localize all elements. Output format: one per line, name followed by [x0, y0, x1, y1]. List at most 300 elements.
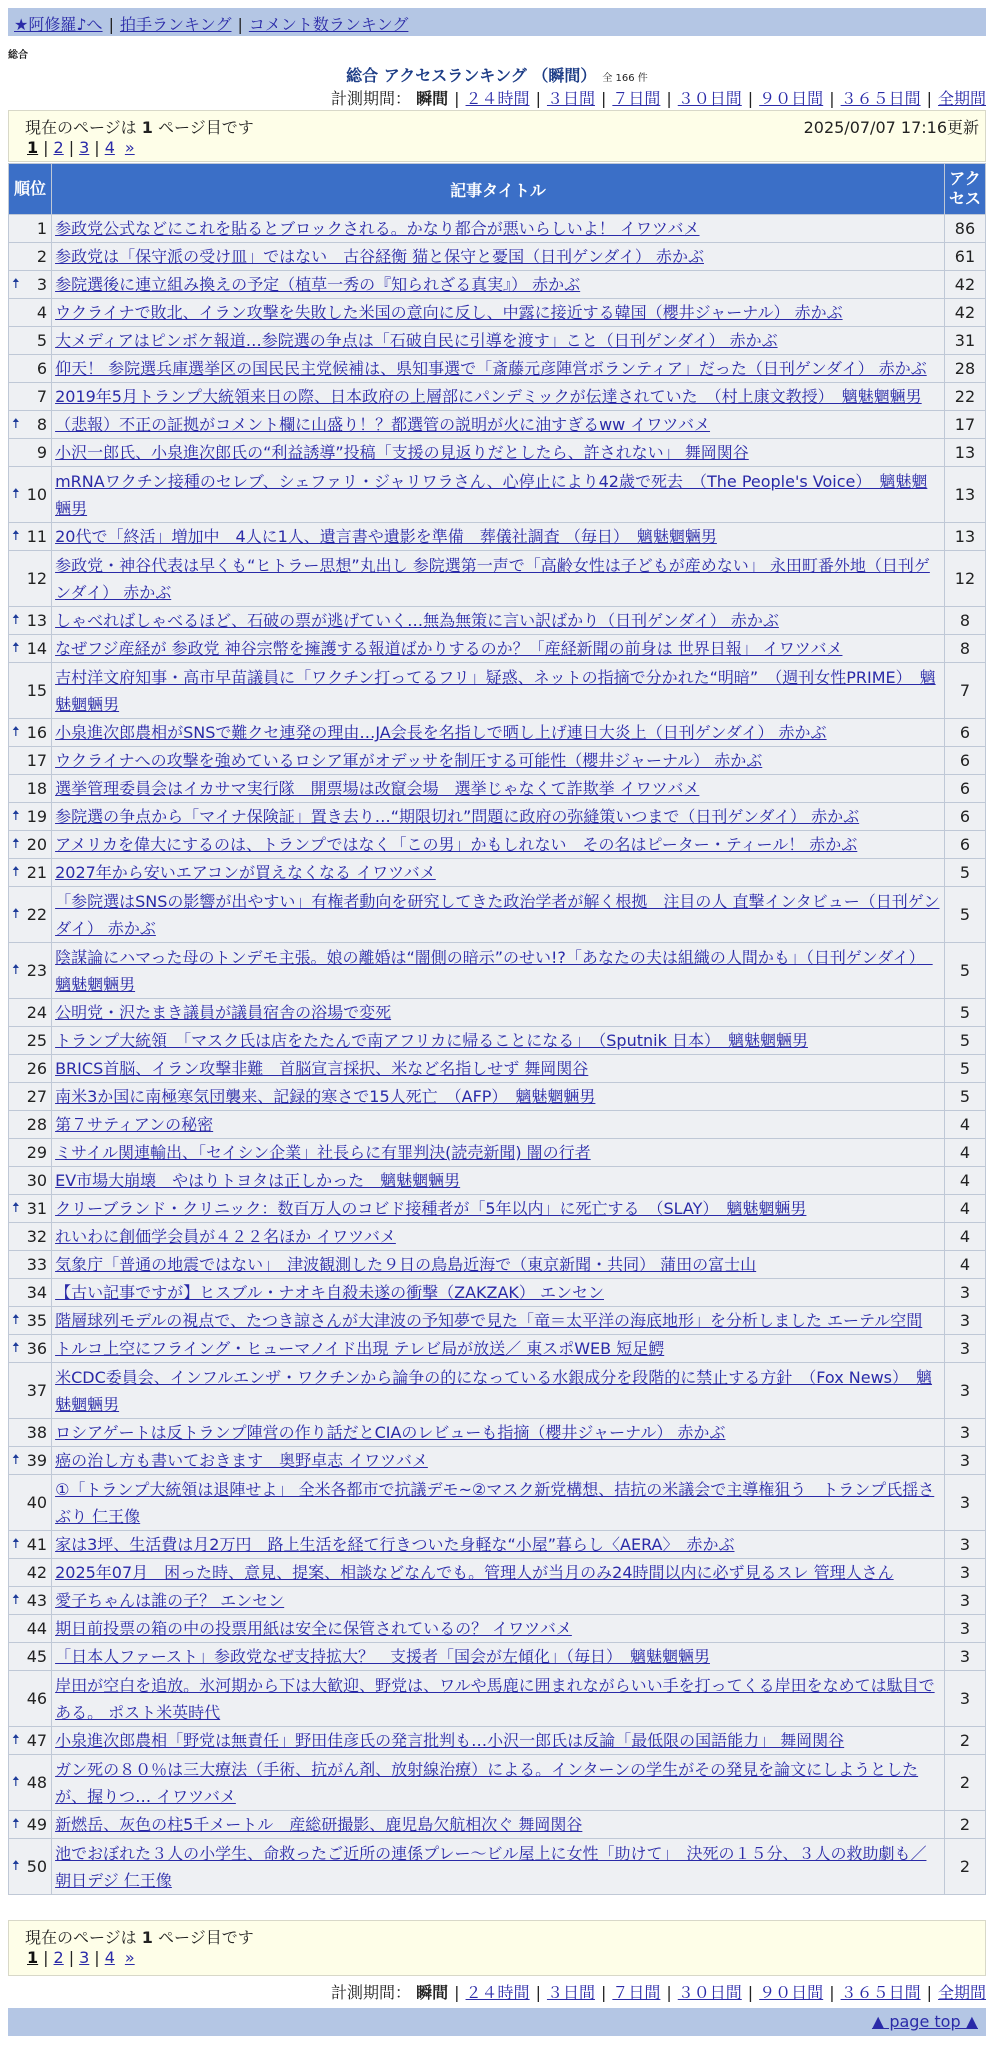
article-title-link[interactable]: 参政党は「保守派の受け皿」ではない 古谷経衡 猫と保守と憂国（日刊ゲンダイ） 赤かぶ: [55, 247, 704, 266]
access-count: 22: [945, 383, 985, 410]
article-title-link[interactable]: ①「トランプ大統領は退陣せよ」 全米各都市で抗議デモ~②マスク新党構想、拮抗の米議会で主導権狙う トランプ氏揺さぶり 仁王像: [55, 1479, 935, 1526]
access-count: 8: [945, 607, 985, 634]
rank-number: 16: [26, 723, 48, 742]
access-count: 3: [945, 1363, 985, 1418]
rank-number: 44: [26, 1619, 48, 1638]
table-row: [9, 1811, 985, 1838]
access-count: 6: [945, 831, 985, 858]
rank-cell: [9, 775, 51, 802]
rank-up-arrow-icon: 🠅: [12, 808, 20, 824]
title-cell: [52, 1419, 944, 1446]
period-24h-link[interactable]: ２４時間: [465, 89, 530, 108]
rank-number: 27: [26, 1087, 48, 1106]
rank-cell: [9, 663, 51, 718]
rank-cell: [9, 1671, 51, 1726]
pager-next[interactable]: »: [124, 1948, 135, 1967]
title-cell: [52, 1839, 944, 1894]
title-cell: [52, 1279, 944, 1306]
comment-ranking-link[interactable]: コメント数ランキング: [248, 15, 409, 34]
article-title-link[interactable]: 「参院選はSNSの影響が出やすい」有権者動向を研究してきた政治学者が解く根拠 注目の人 直撃インタビュー（日刊ゲンダイ） 赤かぶ: [55, 891, 940, 938]
article-title-link[interactable]: 階層球列モデルの視点で、たつき諒さんが大津波の予知夢で見た「竜＝太平洋の海底地形」を分析しました エーテル空間: [55, 1311, 923, 1330]
applause-ranking-link[interactable]: 拍手ランキング: [119, 15, 232, 34]
pager-next[interactable]: »: [124, 138, 135, 157]
article-title-link[interactable]: ウクライナへの攻撃を強めているロシア軍がオデッサを制圧する可能性（櫻井ジャーナル） 赤かぶ: [55, 751, 763, 770]
access-count: 2: [945, 1727, 985, 1754]
rank-cell: [9, 1363, 51, 1418]
rank-number: 3: [36, 275, 48, 294]
rank-up-arrow-icon: 🠅: [12, 486, 20, 502]
rank-cell: [9, 439, 51, 466]
rank-number: 6: [36, 359, 48, 378]
table-row: [9, 215, 985, 242]
title-cell: [52, 859, 944, 886]
period-30d-link[interactable]: ３０日間: [677, 89, 742, 108]
rank-number: 19: [26, 807, 48, 826]
rank-number: 7: [36, 387, 48, 406]
rank-number: 34: [26, 1283, 48, 1302]
table-row: [9, 1307, 985, 1334]
access-count: 6: [945, 747, 985, 774]
rank-up-arrow-icon: 🠅: [12, 1452, 20, 1468]
period-all-link[interactable]: 全期間: [937, 1983, 986, 2002]
rank-cell: [9, 327, 51, 354]
table-row: [9, 999, 985, 1026]
rank-number: 8: [36, 415, 48, 434]
page-top-link[interactable]: ▲ page top ▲: [871, 2012, 978, 2031]
access-count: 2: [945, 1811, 985, 1838]
pager-page-4[interactable]: 4: [104, 138, 115, 157]
table-row: [9, 551, 985, 606]
article-title-link[interactable]: ロシアゲートは反トランプ陣営の作り話だとCIAのレビューも指摘（櫻井ジャーナル） 赤かぶ: [55, 1423, 726, 1442]
title-cell: [52, 1755, 944, 1810]
title-cell: [52, 663, 944, 718]
period-90d-link[interactable]: ９０日間: [759, 1983, 824, 2002]
rank-cell: [9, 467, 51, 522]
title-cell: [52, 439, 944, 466]
rank-cell: [9, 887, 51, 942]
article-title-link[interactable]: 南米3か国に南極寒気団襲来、記録的寒さで15人死亡 （AFP） 魑魅魍魎男: [55, 1087, 596, 1106]
title-cell: [52, 1223, 944, 1250]
pager: 1 | 2 | 3 | 4 »: [27, 1948, 135, 1967]
article-title-link[interactable]: mRNAワクチン接種のセレブ、シェファリ・ジャリワラさん、心停止により42歳で死去 （The People's Voice） 魑魅魍魎男: [55, 471, 928, 518]
article-title-link[interactable]: 陰謀論にハマった母のトンデモ主張。娘の離婚は“闇側の暗示”のせい!?「あなたの夫は組織の人間かも」（日刊ゲンダイ） 魑魅魍魎男: [55, 947, 933, 994]
rank-cell: [9, 635, 51, 662]
article-title-link[interactable]: 家は3坪、生活費は月2万円 路上生活を経て行きついた身軽な“小屋”暮らし〈AERA〉 赤かぶ: [55, 1535, 735, 1554]
rank-cell: [9, 999, 51, 1026]
rank-up-arrow-icon: 🠅: [12, 836, 20, 852]
article-title-link[interactable]: ミサイル関連輸出、「セイシン企業」社長らに有罪判決(読売新聞) 闇の行者: [55, 1143, 591, 1162]
rank-cell: [9, 1531, 51, 1558]
rank-up-arrow-icon: 🠅: [12, 640, 20, 656]
title-cell: [52, 775, 944, 802]
rank-number: 47: [26, 1731, 48, 1750]
access-count: 6: [945, 719, 985, 746]
section-label: 総合: [8, 50, 28, 61]
article-title-link[interactable]: アメリカを偉大にするのは、トランプではなく「この男」かもしれない その名はピーター・ティール！ 赤かぶ: [55, 835, 858, 854]
table-row: [9, 1671, 985, 1726]
table-row: [9, 523, 985, 550]
access-count: 5: [945, 1083, 985, 1110]
rank-number: 2: [36, 247, 48, 266]
title-cell: [52, 1531, 944, 1558]
table-row: [9, 719, 985, 746]
access-count: 5: [945, 999, 985, 1026]
access-count: 6: [945, 803, 985, 830]
rank-cell: [9, 607, 51, 634]
access-count: 3: [945, 1671, 985, 1726]
article-title-link[interactable]: クリーブランド・クリニック：数百万人のコビド接種者が「5年以内」に死亡する （SLAY） 魑魅魍魎男: [55, 1199, 807, 1218]
header-count: アクセス: [945, 164, 985, 214]
article-title-link[interactable]: 愛子ちゃんは誰の子？ エンセン: [55, 1591, 285, 1610]
article-title-link[interactable]: ウクライナで敗北、イラン攻撃を失敗した米国の意向に反し、中露に接近する韓国（櫻井ジャーナル） 赤かぶ: [55, 303, 843, 322]
article-title-link[interactable]: 第７サティアンの秘密: [55, 1115, 214, 1134]
period-24h-link[interactable]: ２４時間: [465, 1983, 530, 2002]
rank-number: 15: [26, 681, 48, 700]
access-count: 86: [945, 215, 985, 242]
article-title-link[interactable]: ガン死の８０％は三大療法（手術、抗がん剤、放射線治療）による。インターンの学生がその発見を論文にしようとしたが、握りつ… イワツバメ: [55, 1759, 919, 1806]
rank-cell: [9, 1839, 51, 1894]
rank-cell: [9, 747, 51, 774]
title-cell: [52, 523, 944, 550]
article-title-link[interactable]: 参院選後に連立組み換えの予定（植草一秀の『知られざる真実』） 赤かぶ: [55, 275, 581, 294]
header-title: 記事タイトル: [52, 164, 944, 214]
title-cell: [52, 1307, 944, 1334]
period-current: 瞬間: [416, 89, 449, 108]
rank-cell: [9, 1559, 51, 1586]
title-cell: [52, 747, 944, 774]
article-title-link[interactable]: 「日本人ファースト」参政党なぜ支持拡大？ 支援者「国会が左傾化」（毎日） 魑魅魍魎男: [55, 1647, 710, 1666]
table-row: [9, 1251, 985, 1278]
rank-number: 50: [26, 1857, 48, 1876]
article-title-link[interactable]: トルコ上空にフライング・ヒューマノイド出現 テレビ局が放送／ 東スポWEB 短足鰐: [55, 1339, 665, 1358]
table-row: [9, 747, 985, 774]
rank-cell: [9, 271, 51, 298]
article-title-link[interactable]: 池でおぼれた３人の小学生、命救ったご近所の連係プレー～ビル屋上に女性「助けて」 決死の１５分、３人の救助劇も／朝日デジ 仁王像: [55, 1843, 927, 1890]
period-all-link[interactable]: 全期間: [937, 89, 986, 108]
title-cell: [52, 1335, 944, 1362]
title-cell: [52, 607, 944, 634]
table-row: [9, 1755, 985, 1810]
rank-up-arrow-icon: 🠅: [12, 906, 20, 922]
article-title-link[interactable]: しゃべればしゃべるほど、石破の票が逃げていく…無為無策に言い訳ばかり（日刊ゲンダイ） 赤かぶ: [55, 611, 779, 630]
rank-cell: [9, 1335, 51, 1362]
period-365d-link[interactable]: ３６５日間: [840, 89, 921, 108]
rank-cell: [9, 1615, 51, 1642]
access-count: 13: [945, 523, 985, 550]
article-title-link[interactable]: 20代で「終活」増加中 4人に1人、遺言書や遺影を準備 葬儀社調査 （毎日） 魑魅魍魎男: [55, 527, 717, 546]
rank-number: 21: [26, 863, 48, 882]
article-title-link[interactable]: 参院選の争点から「マイナ保険証」置き去り…“期限切れ”問題に政府の弥縫策いつまで（日刊ゲンダイ） 赤かぶ: [55, 807, 860, 826]
rank-cell: [9, 1195, 51, 1222]
title-cell: [52, 243, 944, 270]
table-row: [9, 1727, 985, 1754]
home-link[interactable]: ★阿修羅♪へ: [14, 15, 103, 34]
access-count: 4: [945, 1139, 985, 1166]
table-row: [9, 943, 985, 998]
article-title-link[interactable]: 癌の治し方も書いておきます 奥野卓志 イワツバメ: [55, 1451, 428, 1470]
page-info-text: 現在のページは 1 ページ目です: [25, 118, 254, 137]
rank-cell: [9, 1055, 51, 1082]
title-cell: [52, 355, 944, 382]
rank-up-arrow-icon: 🠅: [12, 1774, 20, 1790]
article-title-link[interactable]: 選挙管理委員会はイカサマ実行隊 開票場は改竄会場 選挙じゃなくて詐欺挙 イワツバメ: [55, 779, 700, 798]
article-title-link[interactable]: 参政党・神谷代表は早くも“ヒトラー思想”丸出し 参院選第一声で「高齢女性は子どもが産めない」 永田町番外地（日刊ゲンダイ） 赤かぶ: [55, 555, 930, 602]
ranking-body: [9, 215, 985, 1894]
article-title-link[interactable]: BRICS首脳、イラン攻撃非難 首脳宣言採択、米など名指しせず 舞岡関谷: [55, 1059, 589, 1078]
access-count: 5: [945, 859, 985, 886]
access-count: 8: [945, 635, 985, 662]
title-cell: [52, 999, 944, 1026]
period-3d-link[interactable]: ３日間: [546, 1983, 595, 2002]
rank-up-arrow-icon: 🠅: [12, 864, 20, 880]
access-count: 6: [945, 775, 985, 802]
title-cell: [52, 1055, 944, 1082]
rank-number: 12: [26, 569, 48, 588]
title-cell: [52, 719, 944, 746]
access-count: 13: [945, 439, 985, 466]
table-row: [9, 1447, 985, 1474]
rank-number: 25: [26, 1031, 48, 1050]
period-7d-link[interactable]: ７日間: [612, 1983, 661, 2002]
article-title-link[interactable]: 気象庁「普通の地震ではない」 津波観測した９日の鳥島近海で（東京新聞・共同） 蒲田の富士山: [55, 1255, 757, 1274]
table-row: [9, 299, 985, 326]
rank-number: 46: [26, 1689, 48, 1708]
title-cell: [52, 635, 944, 662]
rank-cell: [9, 943, 51, 998]
pager-current: 1: [27, 138, 39, 157]
title-cell: [52, 1167, 944, 1194]
access-count: 2: [945, 1839, 985, 1894]
access-count: 5: [945, 1055, 985, 1082]
table-row: [9, 1643, 985, 1670]
page-info-box-top: [8, 110, 986, 162]
rank-number: 4: [36, 303, 48, 322]
table-row: [9, 887, 985, 942]
title-cell: [52, 1139, 944, 1166]
title-cell: [52, 1727, 944, 1754]
access-count: 4: [945, 1111, 985, 1138]
title-cell: [52, 467, 944, 522]
period-label: 計測期間：: [331, 89, 412, 108]
title-cell: [52, 1671, 944, 1726]
table-row: [9, 607, 985, 634]
rank-cell: [9, 1587, 51, 1614]
rank-up-arrow-icon: 🠅: [12, 276, 20, 292]
rank-number: 20: [26, 835, 48, 854]
rank-cell: [9, 859, 51, 886]
nav-separator: |: [108, 15, 114, 34]
access-count: 31: [945, 327, 985, 354]
access-count: 3: [945, 1531, 985, 1558]
rank-up-arrow-icon: 🠅: [12, 1732, 20, 1748]
rank-cell: [9, 383, 51, 410]
period-7d-link[interactable]: ７日間: [612, 89, 661, 108]
title-cell: [52, 1447, 944, 1474]
rank-number: 35: [26, 1311, 48, 1330]
article-title-link[interactable]: 吉村洋文府知事・高市早苗議員に「ワクチン打ってるフリ」疑惑、ネットの指摘で分かれた“明暗” （週刊女性PRIME） 魑魅魍魎男: [55, 667, 936, 714]
access-count: 3: [945, 1307, 985, 1334]
table-row: [9, 1839, 985, 1894]
table-row: [9, 355, 985, 382]
access-count: 4: [945, 1251, 985, 1278]
rank-number: 29: [26, 1143, 48, 1162]
title-cell: [52, 1559, 944, 1586]
total-count: 全 166 件: [602, 73, 648, 84]
rank-up-arrow-icon: 🠅: [12, 1200, 20, 1216]
rank-number: 39: [26, 1451, 48, 1470]
rank-up-arrow-icon: 🠅: [12, 1312, 20, 1328]
title-cell: [52, 887, 944, 942]
article-title-link[interactable]: なぜフジ産経が 参政党 神谷宗幣を擁護する報道ばかりするのか？「産経新聞の前身は 世界日報」 イワツバメ: [55, 639, 843, 658]
title-cell: [52, 1195, 944, 1222]
ranking-table: [8, 163, 986, 1895]
article-title-link[interactable]: 仰天！ 参院選兵庫選挙区の国民民主党候補は、県知事選で「斎藤元彦陣営ボランティア」だった（日刊ゲンダイ） 赤かぶ: [55, 359, 927, 378]
title-cell: [52, 943, 944, 998]
table-row: [9, 1167, 985, 1194]
rank-cell: [9, 551, 51, 606]
article-title-link[interactable]: 公明党・沢たまき議員が議員宿舎の浴場で変死: [55, 1003, 392, 1022]
rank-cell: [9, 355, 51, 382]
rank-number: 40: [26, 1493, 48, 1512]
table-row: [9, 439, 985, 466]
rank-up-arrow-icon: 🠅: [12, 724, 20, 740]
article-title-link[interactable]: 【古い記事ですが】ヒスブル・ナオキ自殺未遂の衝撃（ZAKZAK） エンセン: [55, 1283, 605, 1302]
access-count: 4: [945, 1167, 985, 1194]
rank-number: 11: [26, 527, 48, 546]
pager-page-4[interactable]: 4: [104, 1948, 115, 1967]
rank-number: 38: [26, 1423, 48, 1442]
rank-up-arrow-icon: 🠅: [12, 528, 20, 544]
rank-number: 18: [26, 779, 48, 798]
rank-number: 30: [26, 1171, 48, 1190]
rank-up-arrow-icon: 🠅: [12, 962, 20, 978]
table-row: [9, 1195, 985, 1222]
rank-cell: [9, 299, 51, 326]
article-title-link[interactable]: 2025年07月 困った時、意見、提案、相談などなんでも。管理人が当月のみ24時間以内に必ず見るスレ 管理人さん: [55, 1563, 894, 1582]
period-30d-link[interactable]: ３０日間: [677, 1983, 742, 2002]
rank-number: 43: [26, 1591, 48, 1610]
article-title-link[interactable]: れいわに創価学会員が４２２名ほか イワツバメ: [55, 1227, 396, 1246]
access-count: 3: [945, 1335, 985, 1362]
access-count: 42: [945, 299, 985, 326]
title-cell: [52, 1083, 944, 1110]
period-90d-link[interactable]: ９０日間: [759, 89, 824, 108]
rank-up-arrow-icon: 🠅: [12, 416, 20, 432]
title-cell: [52, 1643, 944, 1670]
rank-cell: [9, 1643, 51, 1670]
article-title-link[interactable]: 小泉進次郎農相「野党は無責任」野田佳彦氏の発言批判も…小沢一郎氏は反論「最低限の国語能力」 舞岡関谷: [55, 1731, 845, 1750]
title-cell: [52, 271, 944, 298]
table-row: [9, 1139, 985, 1166]
table-row: [9, 635, 985, 662]
table-header-row: [9, 164, 985, 214]
updated-timestamp: 2025/07/07 17:16更新: [803, 118, 979, 137]
pager-page-2[interactable]: 2: [53, 1948, 64, 1967]
article-title-link[interactable]: トランプ大統領 「マスク氏は店をたたんで南アフリカに帰ることになる」 （Sputnik 日本） 魑魅魍魎男: [55, 1031, 808, 1050]
article-title-link[interactable]: 大メディアはピンボケ報道…参院選の争点は「石破自民に引導を渡す」こと（日刊ゲンダイ） 赤かぶ: [55, 331, 778, 350]
article-title-link[interactable]: 参政党公式などにこれを貼るとブロックされる。かなり都合が悪いらしいよ！ イワツバメ: [55, 219, 700, 238]
rank-cell: [9, 523, 51, 550]
period-selector-top: 計測期間： 瞬間 | ２４時間 | ３日間 | ７日間 | ３０日間 | ９０日間 | ３６５日間 | 全期間: [331, 89, 986, 108]
access-count: 4: [945, 1223, 985, 1250]
rank-number: 14: [26, 639, 48, 658]
rank-number: 17: [26, 751, 48, 770]
period-label: 計測期間：: [331, 1983, 412, 2002]
rank-cell: [9, 719, 51, 746]
article-title-link[interactable]: 小泉進次郎農相がSNSで難クセ連発の理由…JA会長を名指しで晒し上げ連日大炎上（日刊ゲンダイ） 赤かぶ: [55, 723, 827, 742]
article-title-link[interactable]: 岸田が空白を追放。氷河期から下は大歓迎、野党は、ワルや馬鹿に囲まれながらいい手を打ってくる岸田をなめては駄目である。 ポスト米英時代: [55, 1675, 935, 1722]
table-row: [9, 1531, 985, 1558]
rank-cell: [9, 1279, 51, 1306]
table-row: [9, 1475, 985, 1530]
table-row: [9, 663, 985, 718]
article-title-link[interactable]: （悲報）不正の証拠がコメント欄に山盛り！？都選管の説明が火に油すぎるww イワツバメ: [55, 415, 711, 434]
header-rank: 順位: [9, 164, 51, 214]
rank-cell: [9, 215, 51, 242]
rank-number: 9: [36, 443, 48, 462]
article-title-link[interactable]: 米CDC委員会、インフルエンザ・ワクチンから論争の的になっている水銀成分を段階的に禁止する方針 （Fox News） 魑魅魍魎男: [55, 1367, 933, 1414]
article-title-link[interactable]: 新燃岳、灰色の柱5千メートル 産総研撮影、鹿児島欠航相次ぐ 舞岡関谷: [55, 1815, 583, 1834]
table-row: [9, 775, 985, 802]
rank-number: 45: [26, 1647, 48, 1666]
article-title-link[interactable]: 小沢一郎氏、小泉進次郎氏の“利益誘導”投稿「支援の見返りだとしたら、許されない」 舞岡関谷: [55, 443, 749, 462]
pager-page-2[interactable]: 2: [53, 138, 64, 157]
rank-number: 37: [26, 1381, 48, 1400]
period-3d-link[interactable]: ３日間: [546, 89, 595, 108]
rank-cell: [9, 1111, 51, 1138]
access-count: 5: [945, 887, 985, 942]
table-row: [9, 1363, 985, 1418]
title-cell: [52, 1251, 944, 1278]
rank-cell: [9, 1027, 51, 1054]
article-title-link[interactable]: 2027年から安いエアコンが買えなくなる イワツバメ: [55, 863, 436, 882]
rank-up-arrow-icon: 🠅: [12, 1816, 20, 1832]
footer-bar: [8, 2008, 986, 2036]
article-title-link[interactable]: EV市場大崩壊 やはりトヨタは正しかった 魑魅魍魎男: [55, 1171, 461, 1190]
rank-up-arrow-icon: 🠅: [12, 1340, 20, 1356]
rank-number: 5: [36, 331, 48, 350]
table-row: [9, 1027, 985, 1054]
page-number: 1: [141, 118, 153, 137]
nav-separator: |: [237, 15, 243, 34]
period-365d-link[interactable]: ３６５日間: [840, 1983, 921, 2002]
period-current: 瞬間: [416, 1983, 449, 2002]
access-count: 3: [945, 1615, 985, 1642]
table-row: [9, 243, 985, 270]
pager-page-3[interactable]: 3: [79, 138, 90, 157]
pager-current: 1: [27, 1948, 39, 1967]
access-count: 5: [945, 1027, 985, 1054]
page-info-text: 現在のページは 1 ページ目です: [25, 1928, 254, 1947]
access-count: 61: [945, 243, 985, 270]
article-title-link[interactable]: 2019年5月トランプ大統領来日の際、日本政府の上層部にパンデミックが伝達されていた （村上康文教授） 魑魅魍魎男: [55, 387, 922, 406]
rank-number: 23: [26, 961, 48, 980]
access-count: 3: [945, 1279, 985, 1306]
table-row: [9, 859, 985, 886]
article-title-link[interactable]: 期日前投票の箱の中の投票用紙は安全に保管されているの？ イワツバメ: [55, 1619, 572, 1638]
access-count: 7: [945, 663, 985, 718]
access-count: 13: [945, 467, 985, 522]
rank-number: 28: [26, 1115, 48, 1134]
pager-page-3[interactable]: 3: [79, 1948, 90, 1967]
rank-number: 22: [26, 905, 48, 924]
access-count: 42: [945, 271, 985, 298]
pager: 1 | 2 | 3 | 4 »: [27, 138, 135, 157]
rank-up-arrow-icon: 🠅: [12, 612, 20, 628]
title-cell: [52, 327, 944, 354]
rank-number: 26: [26, 1059, 48, 1078]
table-row: [9, 1615, 985, 1642]
